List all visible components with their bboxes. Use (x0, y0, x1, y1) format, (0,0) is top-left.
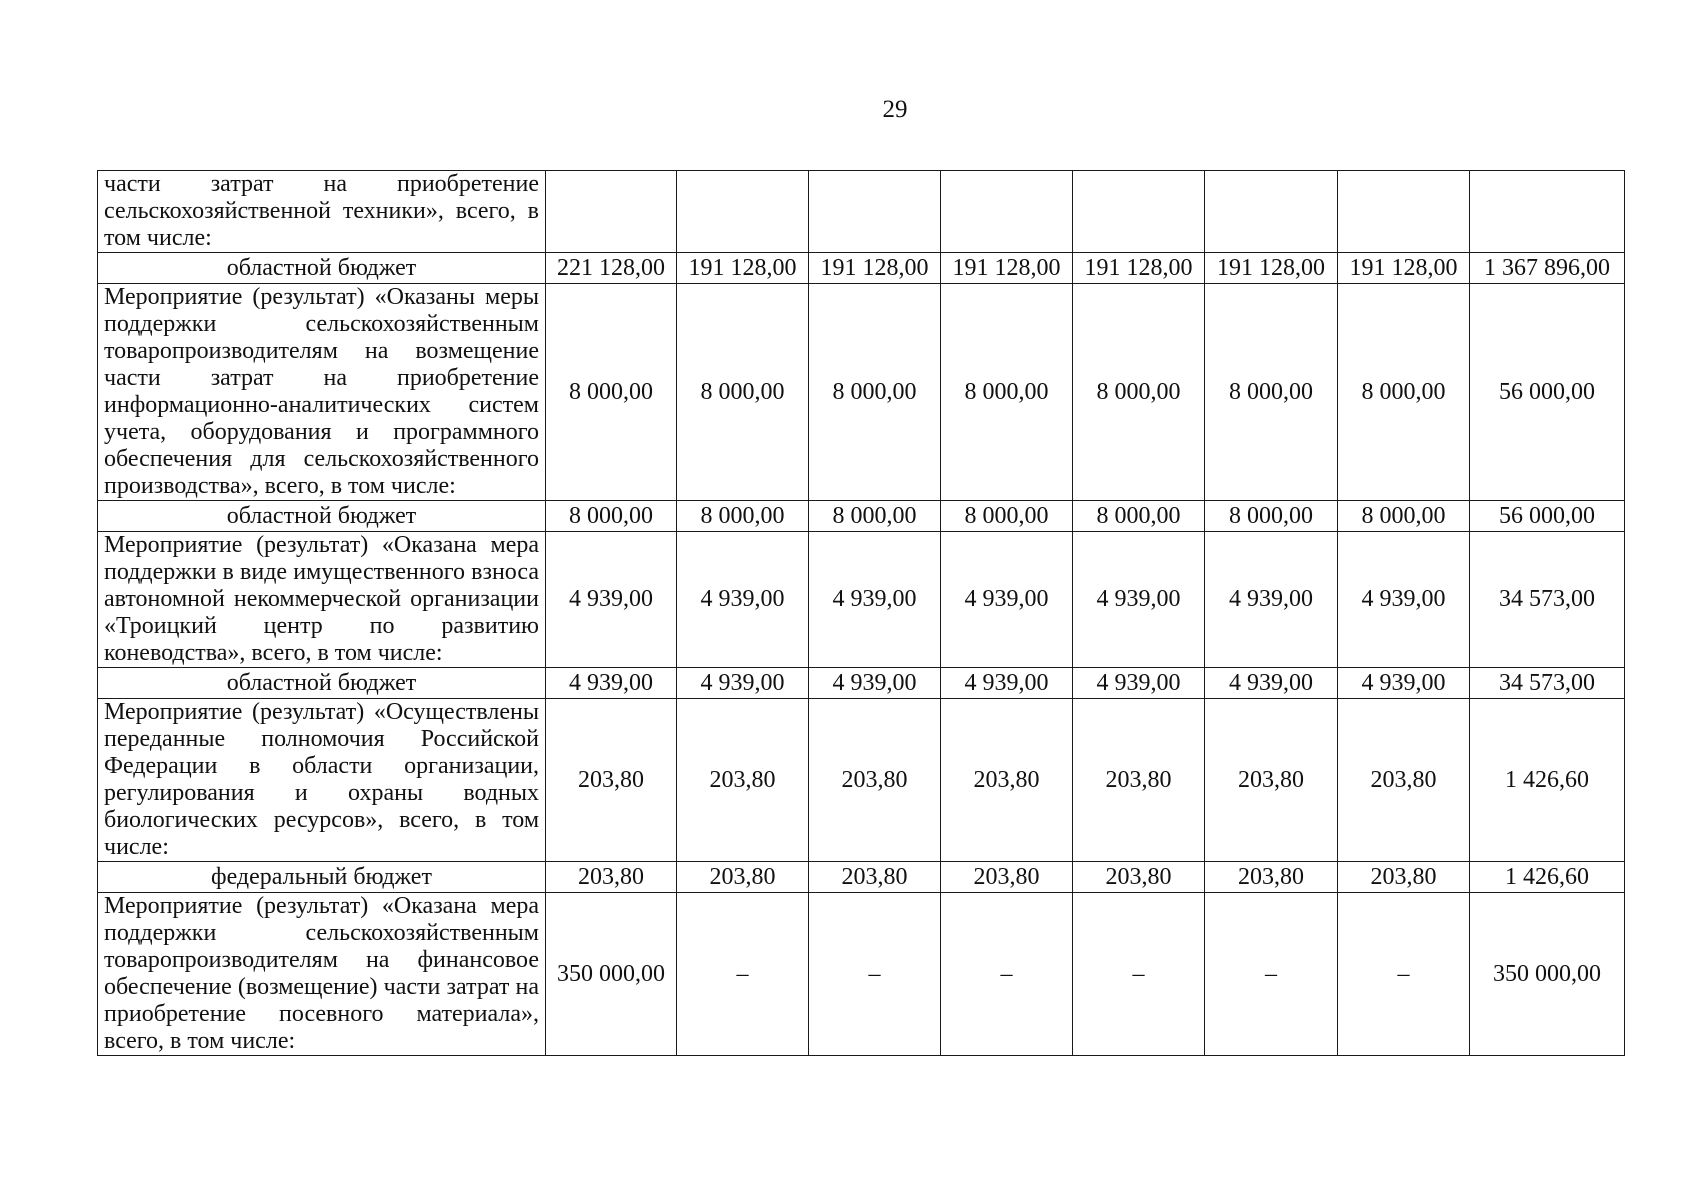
table-row (98, 284, 1625, 501)
value-cell: 191 128,00 (809, 253, 941, 284)
funding-source: областной бюджет (98, 253, 546, 284)
value-cell: 191 128,00 (1073, 253, 1205, 284)
total-cell: 34 573,00 (1470, 532, 1625, 668)
table-row (98, 893, 1625, 1056)
table-row (98, 171, 1625, 253)
total-cell: 350 000,00 (1470, 893, 1625, 1056)
value-cell: 4 939,00 (546, 668, 677, 699)
row-description: Мероприятие (результат) «Оказана мера поддержки в виде имущественного взноса автономной некоммерческой организации «Троицкий центр по развитию коневодства», всего, в том числе: (98, 532, 546, 668)
value-cell: – (1205, 893, 1338, 1056)
value-cell: 203,80 (941, 862, 1073, 893)
total-cell: 1 426,60 (1470, 862, 1625, 893)
value-cell: 203,80 (1073, 699, 1205, 862)
value-cell: 4 939,00 (1338, 532, 1470, 668)
value-cell: – (809, 893, 941, 1056)
value-cell: 8 000,00 (546, 501, 677, 532)
value-cell (1338, 171, 1470, 253)
value-cell: 8 000,00 (809, 284, 941, 501)
total-cell: 1 426,60 (1470, 699, 1625, 862)
page-number: 29 (882, 96, 908, 123)
total-cell: 1 367 896,00 (1470, 253, 1625, 284)
value-cell: 4 939,00 (1073, 532, 1205, 668)
value-cell: 4 939,00 (677, 532, 809, 668)
value-cell: 203,80 (546, 699, 677, 862)
value-cell (1205, 171, 1338, 253)
value-cell: 4 939,00 (1205, 668, 1338, 699)
value-cell: 203,80 (546, 862, 677, 893)
value-cell: – (677, 893, 809, 1056)
table-row (98, 862, 1625, 893)
value-cell: 191 128,00 (677, 253, 809, 284)
value-cell: 4 939,00 (809, 532, 941, 668)
value-cell: 8 000,00 (1073, 284, 1205, 501)
value-cell: 8 000,00 (1338, 501, 1470, 532)
value-cell: 203,80 (941, 699, 1073, 862)
value-cell: 203,80 (809, 862, 941, 893)
value-cell: 4 939,00 (1073, 668, 1205, 699)
value-cell: 4 939,00 (677, 668, 809, 699)
value-cell: 4 939,00 (1338, 668, 1470, 699)
row-description: части затрат на приобретение сельскохозяйственной техники», всего, в том числе: (98, 171, 546, 253)
value-cell: 203,80 (1338, 699, 1470, 862)
value-cell: – (941, 893, 1073, 1056)
table-row (98, 699, 1625, 862)
value-cell: 4 939,00 (809, 668, 941, 699)
funding-source: областной бюджет (98, 501, 546, 532)
value-cell: 8 000,00 (941, 501, 1073, 532)
value-cell: 8 000,00 (941, 284, 1073, 501)
value-cell: 8 000,00 (1338, 284, 1470, 501)
value-cell (941, 171, 1073, 253)
total-cell: 56 000,00 (1470, 501, 1625, 532)
table-row (98, 668, 1625, 699)
value-cell: 8 000,00 (809, 501, 941, 532)
value-cell: 8 000,00 (546, 284, 677, 501)
table-row (98, 532, 1625, 668)
value-cell: 203,80 (1338, 862, 1470, 893)
value-cell: 4 939,00 (546, 532, 677, 668)
value-cell: 203,80 (1073, 862, 1205, 893)
value-cell: – (1338, 893, 1470, 1056)
value-cell (546, 171, 677, 253)
value-cell: – (1073, 893, 1205, 1056)
value-cell: 8 000,00 (677, 284, 809, 501)
value-cell: 191 128,00 (1205, 253, 1338, 284)
funding-source: федеральный бюджет (98, 862, 546, 893)
total-cell: 56 000,00 (1470, 284, 1625, 501)
value-cell: 8 000,00 (1205, 284, 1338, 501)
value-cell: 203,80 (677, 699, 809, 862)
value-cell (1073, 171, 1205, 253)
value-cell: 8 000,00 (1073, 501, 1205, 532)
row-description: Мероприятие (результат) «Осуществлены переданные полномочия Российской Федерации в области организации, регулирования и охраны водных биологических ресурсов», всего, в том числе: (98, 699, 546, 862)
funding-source: областной бюджет (98, 668, 546, 699)
value-cell (809, 171, 941, 253)
value-cell: 4 939,00 (941, 668, 1073, 699)
row-description: Мероприятие (результат) «Оказаны меры поддержки сельскохозяйственным товаропроизводителям на возмещение части затрат на приобретение информационно-аналитических систем учета, оборудования и программного обеспечения для сельскохозяйственного производства», всего, в том числе: (98, 284, 546, 501)
value-cell: 8 000,00 (677, 501, 809, 532)
row-description: Мероприятие (результат) «Оказана мера поддержки сельскохозяйственным товаропроизводителям на финансовое обеспечение (возмещение) части затрат на приобретение посевного материала», всего, в том числе: (98, 893, 546, 1056)
total-cell (1470, 171, 1625, 253)
value-cell: 4 939,00 (1205, 532, 1338, 668)
value-cell: 8 000,00 (1205, 501, 1338, 532)
value-cell: 203,80 (1205, 699, 1338, 862)
value-cell: 221 128,00 (546, 253, 677, 284)
value-cell (677, 171, 809, 253)
value-cell: 203,80 (677, 862, 809, 893)
value-cell: 203,80 (1205, 862, 1338, 893)
budget-table (97, 170, 1625, 1056)
value-cell: 203,80 (809, 699, 941, 862)
value-cell: 350 000,00 (546, 893, 677, 1056)
value-cell: 4 939,00 (941, 532, 1073, 668)
table-row (98, 253, 1625, 284)
total-cell: 34 573,00 (1470, 668, 1625, 699)
table-row (98, 501, 1625, 532)
value-cell: 191 128,00 (1338, 253, 1470, 284)
value-cell: 191 128,00 (941, 253, 1073, 284)
